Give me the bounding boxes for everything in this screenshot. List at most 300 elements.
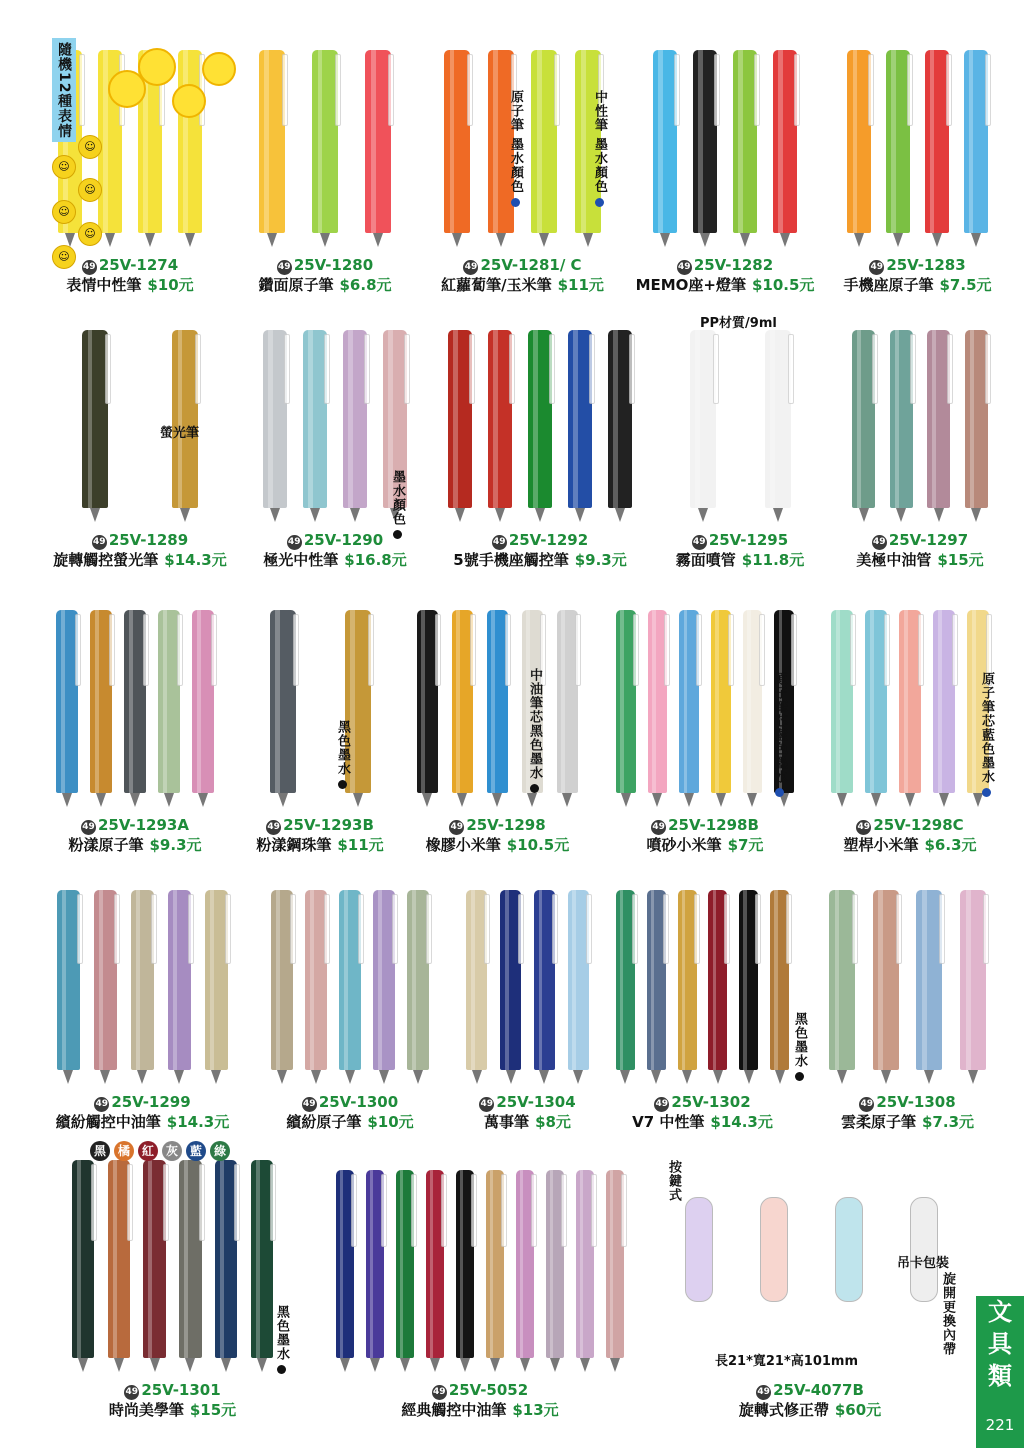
product-code: 25V-1300 [318, 1093, 399, 1111]
pen-illustration [263, 330, 288, 508]
product-code-line [400, 816, 595, 835]
product-caption [600, 816, 810, 855]
product-code: 25V-1298C [873, 816, 964, 834]
product-name: 極光中性筆 [263, 551, 339, 569]
product-price: $10元 [147, 276, 194, 294]
pen-illustration [852, 330, 875, 508]
product-name: 表情中性筆 [66, 276, 142, 294]
pen-illustration [733, 50, 758, 233]
pen-illustration [251, 1160, 273, 1358]
product-price: $14.3元 [710, 1113, 773, 1131]
product-name-line [835, 550, 1005, 570]
product-code: 25V-1302 [671, 1093, 751, 1111]
pen-illustration [178, 50, 203, 233]
button-type-note-text: 按鍵式 [666, 1160, 681, 1202]
gel-ink-note-text: 中性筆 墨水顏色 [592, 90, 607, 194]
pen-illustration [124, 610, 145, 793]
dimensions-label [715, 1350, 858, 1369]
page-ref-badge: 49 [92, 535, 107, 550]
pen-illustration [531, 50, 557, 233]
gel-refill-black-note [525, 668, 544, 793]
pen-illustration [568, 330, 593, 508]
pen-illustration [608, 330, 633, 508]
product-caption [400, 816, 595, 855]
product-name: 繽紛原子筆 [286, 1113, 362, 1131]
pen-illustration [739, 890, 758, 1070]
ink-dot-icon [775, 788, 784, 797]
product-price: $11元 [337, 836, 384, 854]
page-ref-badge: 49 [124, 1385, 139, 1400]
product-price: $6.3元 [924, 836, 977, 854]
black-ink-note-1-text: 黑色墨水 [335, 720, 350, 776]
product-code-line [835, 531, 1005, 550]
pen-illustration [516, 1170, 535, 1358]
product-code-line [430, 531, 650, 550]
pen-illustration [690, 330, 716, 508]
product-image [450, 870, 605, 1084]
product-price: $8元 [535, 1113, 571, 1131]
product-image [635, 30, 815, 247]
page-ref-badge: 49 [432, 1385, 447, 1400]
product-code: 25V-1274 [98, 256, 179, 274]
pen-illustration [648, 610, 668, 793]
product-caption [600, 1093, 805, 1132]
product-code: 25V-1293B [283, 816, 374, 834]
color-tag: 綠 [210, 1141, 230, 1161]
product-price: $60元 [834, 1401, 882, 1419]
product-name-line [600, 835, 810, 855]
product-code-line [235, 816, 405, 835]
page-ref-badge: 49 [81, 820, 96, 835]
card-pack-label [897, 1252, 949, 1271]
pen-illustration [711, 610, 731, 793]
product-caption [815, 816, 1005, 855]
pen-illustration [890, 330, 913, 508]
ballpoint-ink-note-text: 原子筆 墨水顏色 [508, 90, 523, 194]
page-ref-badge: 49 [859, 1097, 874, 1112]
product-card [835, 310, 1005, 570]
product-caption [635, 256, 815, 295]
page-ref-badge: 49 [82, 260, 97, 275]
product-price: $7.5元 [939, 276, 992, 294]
pen-illustration [865, 610, 886, 793]
product-image [40, 590, 230, 807]
page-ref-badge: 49 [654, 1097, 669, 1112]
page-ref-badge: 49 [302, 1097, 317, 1112]
ink-dot-icon [530, 784, 539, 793]
pen-illustration [444, 50, 470, 233]
pen-illustration [873, 890, 899, 1070]
pen-illustration [534, 890, 555, 1070]
product-price: $14.3元 [166, 1113, 230, 1131]
pen-illustration [829, 890, 855, 1070]
pen-illustration [546, 1170, 565, 1358]
product-code-line [235, 256, 415, 275]
pen-illustration [452, 610, 474, 793]
pen-illustration [760, 1197, 788, 1302]
product-name-line [655, 550, 825, 570]
page-ref-badge: 49 [449, 820, 464, 835]
pen-illustration [910, 1197, 938, 1302]
page-ref-badge: 49 [287, 535, 302, 550]
product-code-line [425, 256, 620, 275]
pen-illustration [108, 1160, 130, 1358]
page-ref-badge: 49 [492, 535, 507, 550]
pen-illustration [90, 610, 111, 793]
product-caption [320, 1381, 640, 1420]
product-code: 25V-1290 [303, 531, 384, 549]
product-price: $15元 [189, 1401, 237, 1419]
product-card [830, 30, 1005, 295]
black-ink-note-2-text: 黑色墨水 [792, 1012, 807, 1068]
product-code: 25V-5052 [448, 1381, 529, 1399]
black-ink-note-1 [333, 720, 352, 789]
product-price: $10.5元 [751, 276, 815, 294]
pen-illustration [417, 610, 439, 793]
pen-illustration [965, 330, 988, 508]
pen-illustration [82, 330, 108, 508]
product-name: 美極中油管 [856, 551, 932, 569]
product-price: $6.8元 [339, 276, 392, 294]
product-code: 25V-1292 [508, 531, 589, 549]
product-code: 25V-1282 [693, 256, 774, 274]
product-name: V7 中性筆 [632, 1113, 705, 1131]
color-tag: 黑 [90, 1141, 110, 1161]
product-caption [810, 1093, 1005, 1132]
product-code-line [830, 256, 1005, 275]
product-name: 經典觸控中油筆 [401, 1401, 507, 1419]
product-code: 25V-1299 [111, 1093, 191, 1111]
product-card [55, 1140, 290, 1420]
product-code: 25V-1289 [108, 531, 189, 549]
product-price: $13元 [512, 1401, 559, 1419]
product-caption [835, 531, 1005, 570]
product-image [320, 1150, 640, 1372]
ink-dot-icon [595, 198, 604, 207]
pen-illustration [743, 610, 763, 793]
highlighter-label-text: 螢光筆 [160, 426, 200, 441]
pen-illustration [448, 330, 473, 508]
product-code: 25V-1308 [876, 1093, 956, 1111]
product-name: 手機座原子筆 [843, 276, 934, 294]
product-name-line [635, 275, 815, 295]
product-code: 25V-1293A [98, 816, 189, 834]
pen-illustration [366, 1170, 385, 1358]
emoji-icon: ☺ [78, 222, 102, 246]
product-code-line [255, 1093, 445, 1112]
pp-material-label-text: PP材質/9ml [700, 316, 777, 331]
product-price: $10元 [367, 1113, 414, 1131]
product-image [55, 1140, 290, 1372]
refill-note-text: 旋開更換內帶 [940, 1272, 955, 1356]
pen-illustration [466, 890, 487, 1070]
product-name: 5號手機座觸控筆 [453, 551, 569, 569]
product-name-line [255, 1112, 445, 1132]
emoji-icon: ☺ [52, 155, 76, 179]
product-price: $15元 [937, 551, 984, 569]
highlighter-label [160, 422, 199, 441]
product-card [40, 870, 245, 1132]
product-name: 橡膠小米筆 [425, 836, 501, 854]
pen-illustration [259, 50, 285, 233]
product-name: 粉漾鋼珠筆 [256, 836, 332, 854]
color-tag: 紅 [138, 1141, 158, 1161]
pen-illustration [606, 1170, 625, 1358]
product-name-line [650, 1400, 970, 1420]
product-image [235, 30, 415, 247]
page-ref-badge: 49 [94, 1097, 109, 1112]
product-name-line [40, 275, 220, 295]
pen-illustration [679, 610, 699, 793]
product-code: 25V-1304 [496, 1093, 576, 1111]
ink-dot-icon [277, 1365, 286, 1374]
product-name-line [830, 275, 1005, 295]
pen-illustration [708, 890, 727, 1070]
emoji-icon: ☺ [52, 200, 76, 224]
product-image [830, 30, 1005, 247]
pen-illustration [456, 1170, 475, 1358]
smiley-face-icon [172, 84, 206, 118]
product-image [430, 310, 650, 522]
section-title-char-3: 類 [988, 1362, 1012, 1390]
color-tag: 橘 [114, 1141, 134, 1161]
product-code: 25V-1283 [886, 256, 966, 274]
product-name: 萬事筆 [484, 1113, 530, 1131]
product-image [40, 870, 245, 1084]
pen-illustration [271, 890, 292, 1070]
emoji-icon: ☺ [78, 135, 102, 159]
ink-dot-icon [338, 780, 347, 789]
black-ink-note-2 [790, 1012, 809, 1081]
product-image [400, 590, 595, 807]
product-card [450, 870, 605, 1132]
pp-material-label [700, 312, 777, 331]
pen-illustration [557, 610, 579, 793]
product-code-line [600, 816, 810, 835]
card-pack-label-text: 吊卡包裝 [897, 1256, 950, 1271]
pen-illustration [693, 50, 718, 233]
pen-illustration [568, 890, 589, 1070]
pen-illustration [488, 330, 513, 508]
product-card [400, 590, 595, 855]
product-price: $9.3元 [149, 836, 202, 854]
product-name: 時尚美學筆 [108, 1401, 184, 1419]
product-name-line [815, 835, 1005, 855]
pen-illustration [616, 890, 635, 1070]
product-price: $9.3元 [574, 551, 627, 569]
ink-dot-icon [511, 198, 520, 207]
pen-illustration [500, 890, 521, 1070]
product-code-line [655, 531, 825, 550]
page-ref-badge: 49 [277, 260, 292, 275]
pen-illustration [215, 1160, 237, 1358]
product-code-line [815, 816, 1005, 835]
pen-illustration [339, 890, 360, 1070]
product-image [655, 310, 825, 522]
product-image [255, 870, 445, 1084]
product-card [320, 1150, 640, 1420]
product-code-line [810, 1093, 1005, 1112]
pen-illustration [373, 890, 394, 1070]
product-card [810, 870, 1005, 1132]
ballpoint-ink-note [506, 90, 525, 207]
page-ref-badge: 49 [872, 535, 887, 550]
product-name-line [450, 1112, 605, 1132]
pen-illustration [192, 610, 213, 793]
pen-illustration [653, 50, 678, 233]
color-tags [88, 1140, 232, 1161]
pen-illustration [916, 890, 942, 1070]
product-card [255, 870, 445, 1132]
product-caption [430, 531, 650, 570]
product-code: 25V-1295 [708, 531, 789, 549]
color-tag: 藍 [186, 1141, 206, 1161]
page-ref-badge: 49 [463, 260, 478, 275]
ink-dot-icon [393, 530, 402, 539]
refill-note [938, 1272, 957, 1356]
pen-illustration [964, 50, 988, 233]
product-name: 鑽面原子筆 [258, 276, 334, 294]
product-name: 紅蘿蔔筆/玉米筆 [441, 276, 552, 294]
page-number: 221 [985, 1416, 1015, 1434]
product-name-line [40, 1112, 245, 1132]
product-image [235, 590, 405, 807]
pen-illustration [336, 1170, 355, 1358]
product-name-line [245, 550, 425, 570]
product-card [235, 30, 415, 295]
pen-illustration [172, 330, 198, 508]
section-title-char-1: 文 [988, 1298, 1012, 1326]
product-code: 25V-1281/ C [480, 256, 582, 274]
pen-illustration [927, 330, 950, 508]
product-name: 塑桿小米筆 [843, 836, 919, 854]
product-price: $10.5元 [506, 836, 570, 854]
product-name: 旋轉式修正帶 [738, 1401, 829, 1419]
pen-illustration [143, 1160, 165, 1358]
emoji-icon: ☺ [52, 245, 76, 269]
pen-illustration [312, 50, 338, 233]
pen-illustration [678, 890, 697, 1070]
pen-illustration [847, 50, 871, 233]
pen-illustration [426, 1170, 445, 1358]
product-caption [650, 1381, 970, 1420]
product-name-line [600, 1112, 805, 1132]
pen-illustration [168, 890, 191, 1070]
product-name: 旋轉觸控螢光筆 [53, 551, 159, 569]
product-card [600, 870, 805, 1132]
product-code-line [450, 1093, 605, 1112]
product-code-line [600, 1093, 805, 1112]
product-caption [655, 531, 825, 570]
product-image [835, 310, 1005, 522]
pen-illustration [647, 890, 666, 1070]
pen-illustration [960, 890, 986, 1070]
pen-illustration [770, 890, 789, 1070]
product-caption [255, 1093, 445, 1132]
product-name-line [235, 275, 415, 295]
section-title-char-2: 具 [988, 1330, 1012, 1358]
pen-illustration [303, 330, 328, 508]
ball-refill-blue-note-2-text: 原子筆芯藍色墨水 [979, 672, 994, 784]
product-caption [830, 256, 1005, 295]
color-tag: 灰 [162, 1141, 182, 1161]
product-code-line [40, 1093, 245, 1112]
pen-illustration [616, 610, 636, 793]
product-price: $11.8元 [741, 551, 805, 569]
ball-refill-blue-note-1-text: 原子筆芯藍色墨水 [772, 672, 787, 784]
page-ref-badge: 49 [651, 820, 666, 835]
product-image [600, 870, 805, 1084]
product-code-line [320, 1381, 640, 1400]
product-name: 粉漾原子筆 [68, 836, 144, 854]
product-price: $7元 [727, 836, 764, 854]
page-ref-badge: 49 [677, 260, 692, 275]
product-code: 25V-1280 [293, 256, 374, 274]
product-card [430, 310, 650, 570]
product-image [40, 310, 240, 522]
ball-refill-blue-note-1 [770, 672, 789, 797]
pen-illustration [305, 890, 326, 1070]
pen-illustration [94, 890, 117, 1070]
product-caption [235, 256, 415, 295]
pen-illustration [131, 890, 154, 1070]
product-price: $7.3元 [922, 1113, 975, 1131]
product-code-line [650, 1381, 970, 1400]
pen-illustration [765, 330, 791, 508]
page-ref-badge: 49 [692, 535, 707, 550]
product-name: 霧面噴管 [675, 551, 736, 569]
product-name-line [425, 275, 620, 295]
pen-illustration [886, 50, 910, 233]
product-price: $11元 [557, 276, 604, 294]
black-ink-note-3 [272, 1305, 291, 1374]
product-name-line [235, 835, 405, 855]
pen-illustration [158, 610, 179, 793]
smiley-face-icon [138, 48, 176, 86]
smiley-face-icon [202, 52, 236, 86]
pen-illustration [270, 610, 296, 793]
pen-illustration [396, 1170, 415, 1358]
product-code: 25V-4077B [773, 1381, 864, 1399]
dimensions-label-text: 長21*寬21*高101mm [715, 1354, 859, 1369]
product-name-line [810, 1112, 1005, 1132]
page-ref-badge: 49 [756, 1385, 771, 1400]
page-ref-badge: 49 [479, 1097, 494, 1112]
pen-illustration [205, 890, 228, 1070]
pen-illustration [407, 890, 428, 1070]
page-ref-badge: 49 [869, 260, 884, 275]
pen-illustration [835, 1197, 863, 1302]
product-card [635, 30, 815, 295]
product-name-line [400, 835, 595, 855]
product-code-line [635, 256, 815, 275]
product-name: 繽紛觸控中油筆 [55, 1113, 161, 1131]
pen-illustration [72, 1160, 94, 1358]
product-name: 雲柔原子筆 [840, 1113, 916, 1131]
product-code: 25V-1298B [668, 816, 759, 834]
product-code-line [40, 816, 230, 835]
product-price: $16.8元 [344, 551, 407, 569]
pen-illustration [486, 1170, 505, 1358]
product-card [40, 590, 230, 855]
product-name-line [55, 1400, 290, 1420]
product-card [40, 310, 240, 570]
product-image [810, 870, 1005, 1084]
pen-illustration [56, 610, 77, 793]
product-name-line [40, 835, 230, 855]
product-name: MEMO座+燈筆 [635, 276, 746, 294]
emoji-icon: ☺ [78, 178, 102, 202]
